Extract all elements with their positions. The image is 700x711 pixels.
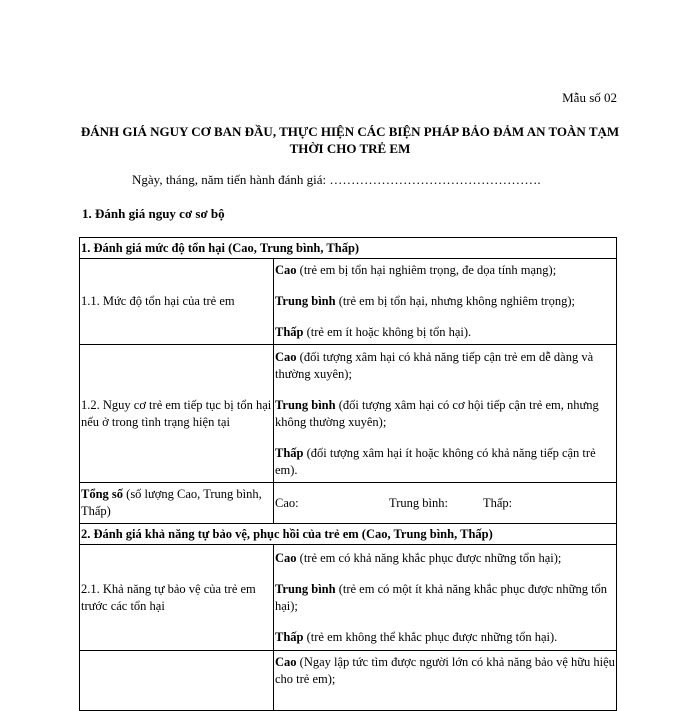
criterion-label: 1.1. Mức độ tổn hại của trẻ em xyxy=(80,259,274,345)
option-high: Cao (Ngay lập tức tìm được người lớn có khả năng bảo vệ hữu hiệu cho trẻ em); xyxy=(275,655,615,686)
table-row xyxy=(80,545,617,651)
total-low-label: Thấp: xyxy=(483,495,513,510)
group-header-resilience xyxy=(80,524,617,545)
assessment-date-line: Ngày, tháng, năm tiến hành đánh giá: …………………………………………. xyxy=(132,172,541,187)
option-low: Thấp (đối tượng xâm hại ít hoặc không có khả năng tiếp cận trẻ em). xyxy=(275,445,596,477)
document-title: ĐÁNH GIÁ NGUY CƠ BAN ĐẦU, THỰC HIỆN CÁC BIỆN PHÁP BẢO ĐẢM AN TOÀN TẠM THỜI CHO TRẺ EM xyxy=(80,124,620,156)
options-cell xyxy=(274,345,617,483)
criterion-label: 2.1. Khả năng tự bảo vệ của trẻ em trước các tổn hại xyxy=(80,545,274,651)
option-low: Thấp (trẻ em không thể khắc phục được những tổn hại). xyxy=(275,629,558,644)
total-medium-label: Trung bình: xyxy=(389,495,448,510)
criterion-label xyxy=(80,651,274,711)
options-cell xyxy=(274,259,617,345)
section-heading: 1. Đánh giá nguy cơ sơ bộ xyxy=(82,206,225,221)
criterion-label: 1.2. Nguy cơ trẻ em tiếp tục bị tổn hại nếu ở trong tình trạng hiện tại xyxy=(80,345,274,483)
option-medium: Trung bình (trẻ em bị tổn hại, nhưng không nghiêm trọng); xyxy=(275,294,575,308)
total-label: Tổng số (số lượng Cao, Trung bình, Thấp) xyxy=(80,483,274,524)
table-row xyxy=(80,259,617,345)
option-high: Cao (trẻ em có khả năng khắc phục được những tổn hại); xyxy=(275,550,562,565)
group-title: 1. Đánh giá mức độ tổn hại (Cao, Trung bình, Thấp) xyxy=(80,238,617,259)
table-row xyxy=(80,345,617,483)
option-low: Thấp (trẻ em ít hoặc không bị tổn hại). xyxy=(275,325,472,339)
option-high: Cao (đối tượng xâm hại có khả năng tiếp cận trẻ em dễ dàng và thường xuyên); xyxy=(275,349,594,381)
table-row xyxy=(80,651,617,711)
option-high: Cao (trẻ em bị tổn hại nghiêm trọng, đe dọa tính mạng); xyxy=(275,263,557,277)
assessment-table xyxy=(79,237,617,711)
form-number: Mẫu số 02 xyxy=(562,90,617,105)
total-values xyxy=(274,483,617,524)
options-cell xyxy=(274,545,617,651)
option-medium: Trung bình (đối tượng xâm hại có cơ hội tiếp cận trẻ em, nhưng không thường xuyên); xyxy=(275,397,599,429)
group-header-harm xyxy=(80,238,617,259)
total-row xyxy=(80,483,617,524)
option-medium: Trung bình (trẻ em có một ít khả năng khắc phục được những tổn hại); xyxy=(275,581,608,613)
options-cell xyxy=(274,651,617,711)
group-title: 2. Đánh giá khả năng tự bảo vệ, phục hồi của trẻ em (Cao, Trung bình, Thấp) xyxy=(80,524,617,545)
total-high-label: Cao: xyxy=(275,495,299,510)
